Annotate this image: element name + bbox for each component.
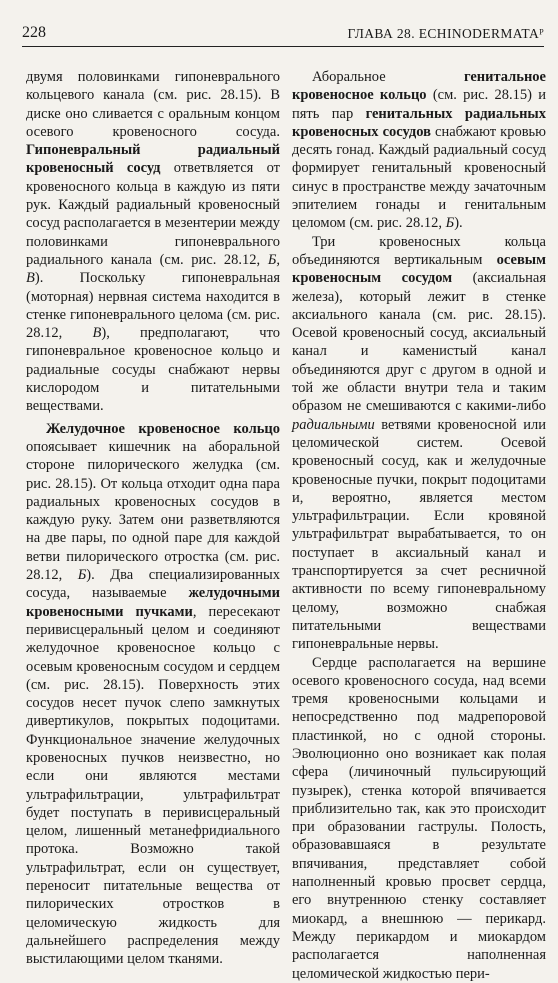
text-span: снабжают кровью десять гонад. Каждый радиальный сосуд формирует генитальный кровеносный синус в пространстве между зачаточным эпителием гонады и генитальным целомом (см. рис. 28.12, (292, 123, 546, 232)
figure-ref-italic: В (92, 325, 102, 342)
text-span: ). Два специализированных сосуда, называемые (26, 567, 280, 602)
text-span: опоясывает кишечник на аборальной стороне пилорического желудка (см. рис. 28.15). От кольца отходит одна пара радиальных кровеносных сосудов в каждую руку. Затем они разветвляются на две пары, по одной паре для каждой ветви пилорического отростка (см. рис. 28.12, (26, 438, 280, 584)
text-span: ветвями кровеносной или целомической систем. Осевой кровеносный сосуд, как и желудочные кровеносные пучки, покрыт подоцитами и, вероятно, является местом ультрафильтрации. Если кровяной ультрафильтрат вырабатывается, то он поступает в аксиальный канал и транспортируется за счет ресничной активности по всему гипоневральному целому, возможно снабжая питательными веществами гипоневральные нервы. (292, 416, 546, 653)
term-genital-ring: генитальное кровеносное кольцо (292, 69, 546, 104)
right-paragraph-3 (292, 654, 546, 983)
left-paragraph-1 (26, 68, 280, 416)
left-paragraph-2 (26, 420, 280, 969)
text-span: (аксиальная железа), который лежит в стенке аксиального канала (см. рис. 28.15). Осевой кровеносный сосуд, аксиальный канал и каменистый канал объединяются друг с другом в одной и той же области внутри тела и таким образом не смешиваются с какими-либо (292, 270, 547, 415)
left-column (26, 68, 280, 969)
term-genital-radial-vessels: генитальных радиальных кровеносных сосудов (292, 105, 547, 140)
term-gastric-ring: Желудочное кровеносное кольцо (46, 420, 280, 437)
term-axial-vessel: осевым кровеносным сосудом (292, 251, 546, 287)
figure-ref-italic: Б (445, 215, 455, 232)
right-paragraph-1 (292, 68, 546, 233)
text-span: Сердце располагается на вершине осевого кровеносного сосуда, над всеми тремя кровеносными кольцами и непосредственно под мадрепоровой пластинкой, но с одной стороны. Эволюционно оно возникает как полая сфера (личиночный пульсирующий пузырек), стенка которой впячивается приблизительно так, как это происходит при образовании гаструлы. Полость, образовавшаяся в результате впячивания, представляет собой наполненный кровью просвет сердца, его внутреннюю стенку составляет миокард, а внешнюю — перикард. Между перикардом и миокардом располагается наполненная целомической жидкостью пери- (292, 654, 546, 982)
page-number: 228 (22, 24, 46, 41)
text-span: Три кровеносных кольца объединяются вертикальным (292, 233, 546, 268)
running-head: ГЛАВА 28. ECHINODERMATAᴾ (347, 26, 544, 41)
text-span: ), предполагают, что гипоневральное кровеносное кольцо и радиальные сосуды снабжают нервы кислородом и питательными веществами. (26, 325, 280, 415)
figure-ref-italic: Б, В (26, 251, 280, 287)
term-gastric-tufts: желудочными кровеносными пучками (26, 585, 280, 620)
emphasis-italic: радиальными (292, 416, 375, 433)
text-span: ). (454, 215, 463, 232)
text-span: ответвляется от кровеносного кольца в каждую из пяти рук. Каждый радиальный кровеносный сосуд располагается в мезентерии между половинками гипоневрального радиального канала (см. рис. 28.12, (26, 160, 280, 268)
text-span: ). Поскольку гипоневральная (моторная) нервная система находится в стенке гипоневрального целома (см. рис. 28.12, (26, 270, 280, 342)
text-span: двумя половинками гипоневрального кольцевого канала (см. рис. 28.15). В диске оно сливается с оральным концом осевого кровеносного сосуда. (26, 69, 280, 140)
text-span: , пересекают перивисцеральный целом и соединяют желудочное кровеносное кольцо с осевым кровеносным сосудом и сердцем (см. рис. 28.15). Поверхность этих сосудов несет пучок слепо замкнутых дивертикулов, покрытых подоцитами. Функциональное значение желудочных кровеносных пучков неизвестно, но если они являются местами ультрафильтрации, ультрафильтрат будет поступать в перивисцеральный целом, лишенный метанефридиального протока. Возможно такой ультрафильтрат, если он существует, переносит питательные вещества от пилорических отростков в целомическую жидкость для дальнейшего распределения между выстилающими целом тканями. (26, 603, 281, 968)
text-span: (см. рис. 28.15) и пять пар (292, 87, 546, 122)
page-header (22, 22, 544, 47)
right-paragraph-2 (292, 233, 546, 654)
term-hyponeural-radial-vessel: Гипоневральный радиальный кровеносный сосуд (26, 142, 280, 177)
figure-ref-italic: Б (77, 567, 87, 584)
text-span: Аборальное (312, 69, 464, 85)
right-column (292, 68, 546, 983)
